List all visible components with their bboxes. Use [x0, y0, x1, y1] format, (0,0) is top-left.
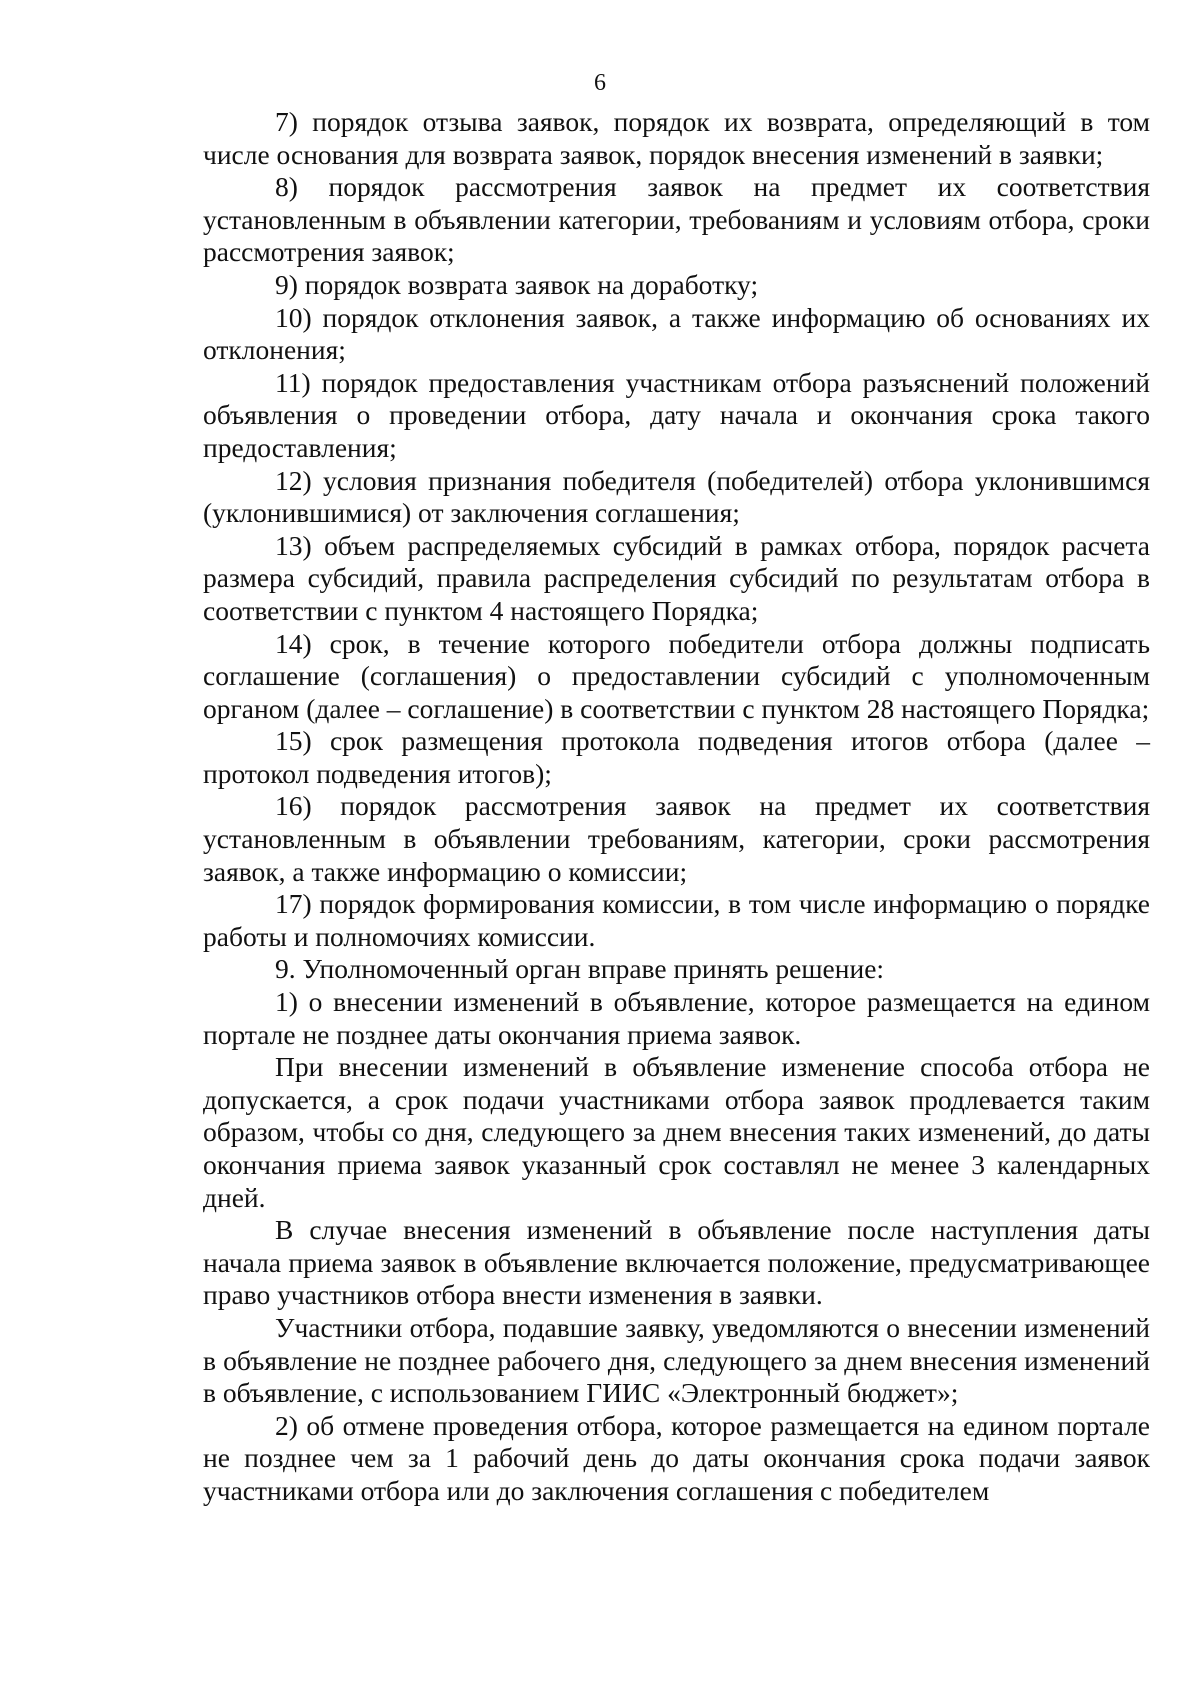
document-body — [203, 106, 1150, 1508]
paragraph-item-11: 11) порядок предоставления участникам отбора разъяснений положений объявления о проведении отбора, дату начала и окончания срока такого предоставления; — [203, 366, 1150, 463]
paragraph-item-10: 10) порядок отклонения заявок, а также информацию об основаниях их отклонения; — [203, 301, 1150, 366]
paragraph-subclause-2: 2) об отмене проведения отбора, которое размещается на едином портале не позднее чем за 1 рабочий день до даты окончания срока подачи заявок участниками отбора или до заключения соглашения с победителем — [203, 1409, 1150, 1506]
paragraph-changes-rules: При внесении изменений в объявление изменение способа отбора не допускается, а срок подачи участниками отбора заявок продлевается таким образом, чтобы со дня, следующего за днем внесения таких изменений, до даты окончания приема заявок указанный срок составлял не менее 3 календарных дней. — [203, 1051, 1150, 1213]
paragraph-item-12: 12) условия признания победителя (победителей) отбора уклонившимся (уклонившимися) от заключения соглашения; — [203, 464, 1150, 529]
paragraph-item-9: 9) порядок возврата заявок на доработку; — [275, 268, 759, 300]
paragraph-participants-notice: Участники отбора, подавшие заявку, уведомляются о внесении изменений в объявление не позднее рабочего дня, следующего за днем внесения изменений в объявление, с использованием ГИИС «Электронный бюджет»; — [203, 1311, 1150, 1409]
paragraph-subclause-1: 1) о внесении изменений в объявление, которое размещается на едином портале не позднее даты окончания приема заявок. — [203, 986, 1150, 1050]
paragraph-item-16: 16) порядок рассмотрения заявок на предмет их соответствия установленным в объявлении требованиям, категории, сроки рассмотрения заявок, а также информацию о комиссии; — [203, 790, 1150, 887]
page-number: 6 — [594, 70, 606, 96]
paragraph-item-17: 17) порядок формирования комиссии, в том числе информацию о порядке работы и полномочиях комиссии. — [203, 888, 1150, 952]
paragraph-item-14: 14) срок, в течение которого победители отбора должны подписать соглашение (соглашения) о предоставлении субсидий с уполномоченным органом (далее – соглашение) в соответствии с пунктом 28 настоящего Порядка; — [203, 627, 1150, 724]
paragraph-changes-after-start: В случае внесения изменений в объявление после наступления даты начала приема заявок в объявление включается положение, предусматривающее право участников отбора внести изменения в заявки. — [203, 1214, 1150, 1311]
paragraph-item-8: 8) порядок рассмотрения заявок на предмет их соответствия установленным в объявлении категории, требованиям и условиям отбора, сроки рассмотрения заявок; — [203, 171, 1150, 268]
paragraph-item-7: 7) порядок отзыва заявок, порядок их возврата, определяющий в том числе основания для возврата заявок, порядок внесения изменений в заявки; — [203, 106, 1150, 170]
paragraph-item-15: 15) срок размещения протокола подведения итогов отбора (далее – протокол подведения итогов); — [203, 725, 1150, 789]
paragraph-item-13: 13) объем распределяемых субсидий в рамках отбора, порядок расчета размера субсидий, правила распределения субсидий по результатам отбора в соответствии с пунктом 4 настоящего Порядка; — [203, 529, 1150, 626]
paragraph-clause-9: 9. Уполномоченный орган вправе принять решение: — [275, 953, 885, 985]
